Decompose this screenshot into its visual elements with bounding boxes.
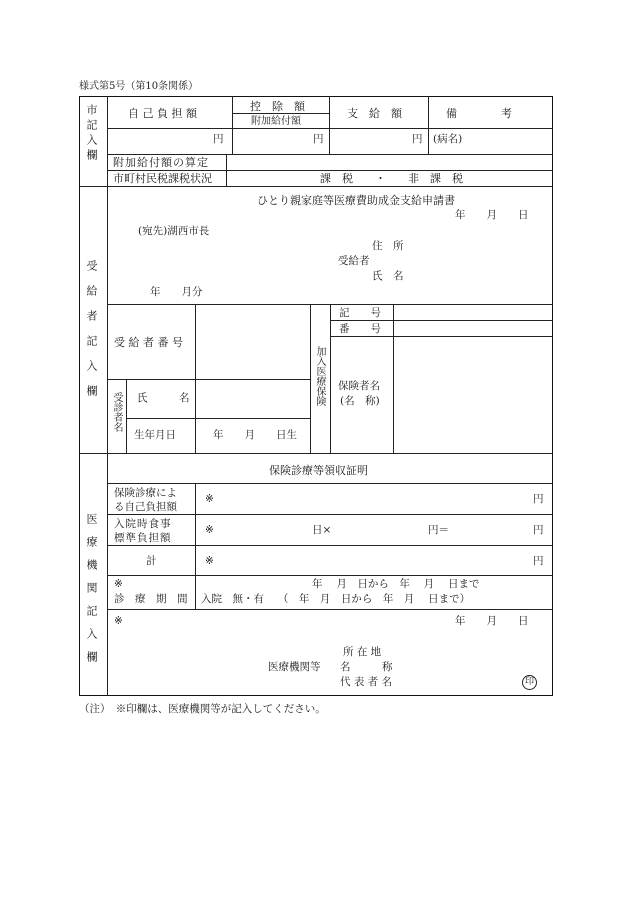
- receipt-title: 保険診療等領収証明: [269, 464, 368, 477]
- total-mark: ※: [205, 555, 214, 567]
- address-label: 住 所: [372, 240, 404, 252]
- payment-yen: 円: [412, 133, 423, 145]
- hospitalization-range: 入院 無・有 （ 年 月 日から 年 月 日まで）: [201, 593, 471, 605]
- meal-cost-label-1: 入院時食事: [114, 518, 172, 530]
- certification-mark: ※: [114, 615, 123, 627]
- institution-name-label: 名 称: [340, 661, 393, 673]
- supplementary-header: 附加給付額: [251, 116, 301, 127]
- payment-header: 支 給 額: [347, 107, 402, 120]
- month-period: 年 月分: [150, 286, 203, 298]
- meal-cost-yen: 円: [533, 524, 544, 536]
- deduction-yen: 円: [313, 133, 324, 145]
- total-yen: 円: [533, 555, 544, 567]
- certification-date: 年 月 日: [455, 615, 529, 627]
- application-date: 年 月 日: [455, 209, 529, 221]
- self-pay-yen: 円: [533, 493, 544, 505]
- recipient-section-label: 受給者記入欄: [85, 260, 98, 410]
- number-label: 番 号: [339, 323, 381, 335]
- recipient-number-label: 受 給 者 番 号: [114, 336, 183, 349]
- location-label: 所 在 地: [343, 646, 382, 658]
- period-mark: ※: [114, 578, 123, 590]
- tax-status-value: 課 税 ・ 非 課 税: [320, 172, 463, 185]
- city-section-label: 市記入欄: [85, 104, 98, 164]
- institution-label: 医療機関等: [268, 661, 321, 673]
- medical-section-label: 医療機関記入欄: [85, 513, 98, 674]
- period-range: 年 月 日から 年 月 日まで: [312, 578, 480, 590]
- remarks-header: 備 考: [446, 107, 512, 120]
- birthdate-label: 生年月日: [134, 429, 176, 441]
- deduction-header: 控 除 額: [250, 100, 305, 113]
- birthdate-value: 年 月 日生: [213, 429, 297, 441]
- self-pay-mark: ※: [205, 493, 214, 505]
- meal-days: 日×: [312, 524, 332, 536]
- addressee: (宛先)湖西市長: [138, 225, 210, 237]
- period-label: 診 療 期 間: [114, 593, 188, 605]
- recipient-label: 受給者: [338, 255, 370, 267]
- symbol-label: 記 号: [339, 307, 381, 319]
- insurance-label: 加入医療保険: [314, 346, 325, 406]
- tax-status-label: 市町村民税課税状況: [113, 172, 212, 185]
- meal-cost-label-2: 標準負担額: [114, 532, 172, 544]
- representative-label: 代 表 者 名: [340, 676, 393, 688]
- supp-calc-label: 附加給付額の算定: [113, 156, 209, 169]
- patient-name-label: 氏 名: [137, 392, 190, 404]
- recipient-name-label: 氏 名: [372, 270, 404, 282]
- insurer-name-sub: (名 称): [340, 395, 380, 407]
- insurer-name-label: 保険者名: [338, 380, 380, 392]
- meal-unit-price: 円＝: [428, 524, 449, 536]
- self-pay-header: 自 己 負 担 額: [128, 107, 197, 120]
- patient-label: 受診者名: [111, 392, 122, 432]
- disease-label: (病名): [433, 133, 463, 145]
- meal-cost-mark: ※: [205, 524, 214, 536]
- application-title: ひとり親家庭等医療費助成金支給申請書: [257, 194, 455, 207]
- self-pay-label-2: る自己負担額: [114, 501, 177, 513]
- footnote: （注） ※印欄は、医療機関等が記入してください。: [79, 703, 326, 715]
- total-label: 計: [146, 555, 157, 567]
- self-pay-label-1: 保険診療によ: [114, 487, 177, 499]
- form-number: 様式第5号（第10条関係）: [79, 81, 199, 92]
- seal-icon: 印: [522, 675, 537, 690]
- self-pay-yen: 円: [213, 133, 224, 145]
